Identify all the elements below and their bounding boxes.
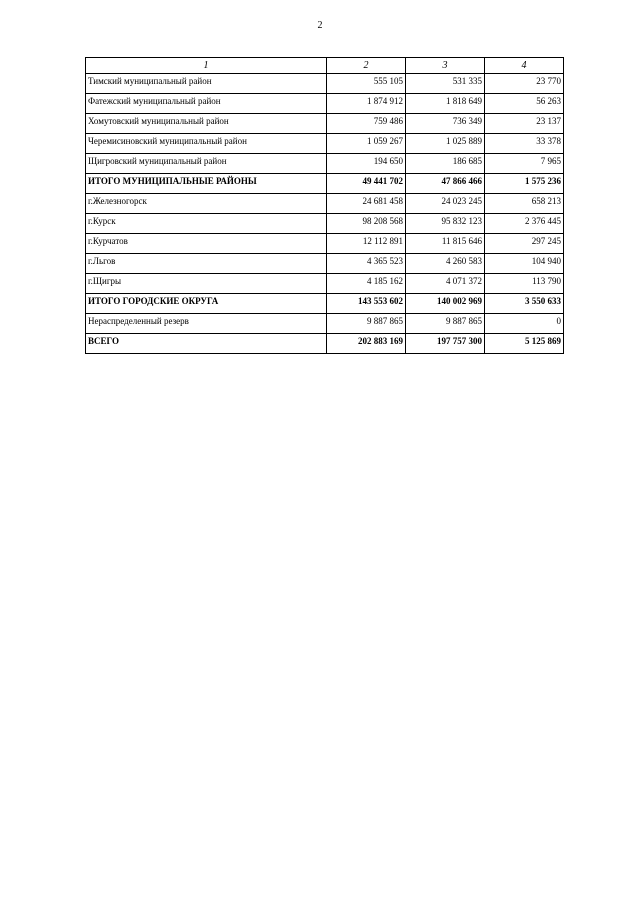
column-4-value-cell: 5 125 869: [485, 334, 564, 354]
column-3-value-cell: 24 023 245: [406, 194, 485, 214]
column-3-value-cell: 186 685: [406, 154, 485, 174]
column-3-value-cell: 736 349: [406, 114, 485, 134]
column-header-1: 1: [86, 58, 327, 74]
column-4-value-cell: 0: [485, 314, 564, 334]
region-name-cell: ИТОГО МУНИЦИПАЛЬНЫЕ РАЙОНЫ: [86, 174, 327, 194]
column-2-value-cell: 202 883 169: [327, 334, 406, 354]
column-4-value-cell: 7 965: [485, 154, 564, 174]
column-4-value-cell: 113 790: [485, 274, 564, 294]
table-row: [86, 254, 564, 274]
column-3-value-cell: 140 002 969: [406, 294, 485, 314]
budget-table: [85, 57, 564, 354]
total-row: [86, 174, 564, 194]
region-name-cell: г.Щигры: [86, 274, 327, 294]
table-row: [86, 114, 564, 134]
column-header-3: 3: [406, 58, 485, 74]
table-row: [86, 154, 564, 174]
region-name-cell: Хомутовский муниципальный район: [86, 114, 327, 134]
column-4-value-cell: 1 575 236: [485, 174, 564, 194]
column-3-value-cell: 1 818 649: [406, 94, 485, 114]
column-4-value-cell: 2 376 445: [485, 214, 564, 234]
column-2-value-cell: 9 887 865: [327, 314, 406, 334]
column-4-value-cell: 23 137: [485, 114, 564, 134]
column-4-value-cell: 23 770: [485, 74, 564, 94]
column-4-value-cell: 33 378: [485, 134, 564, 154]
column-4-value-cell: 56 263: [485, 94, 564, 114]
column-2-value-cell: 759 486: [327, 114, 406, 134]
column-2-value-cell: 194 650: [327, 154, 406, 174]
table-row: [86, 274, 564, 294]
column-3-value-cell: 4 071 372: [406, 274, 485, 294]
column-2-value-cell: 98 208 568: [327, 214, 406, 234]
total-row: [86, 294, 564, 314]
table-row: [86, 94, 564, 114]
column-header-2: 2: [327, 58, 406, 74]
column-2-value-cell: 4 185 162: [327, 274, 406, 294]
table-row: [86, 74, 564, 94]
column-4-value-cell: 3 550 633: [485, 294, 564, 314]
table-row: [86, 314, 564, 334]
region-name-cell: Щигровский муниципальный район: [86, 154, 327, 174]
column-4-value-cell: 297 245: [485, 234, 564, 254]
region-name-cell: г.Курчатов: [86, 234, 327, 254]
column-2-value-cell: 24 681 458: [327, 194, 406, 214]
column-3-value-cell: 95 832 123: [406, 214, 485, 234]
column-2-value-cell: 555 105: [327, 74, 406, 94]
table-row: [86, 194, 564, 214]
column-2-value-cell: 49 441 702: [327, 174, 406, 194]
column-2-value-cell: 12 112 891: [327, 234, 406, 254]
table-header-row: [86, 58, 564, 74]
table-row: [86, 214, 564, 234]
table-row: [86, 134, 564, 154]
column-3-value-cell: 9 887 865: [406, 314, 485, 334]
column-3-value-cell: 4 260 583: [406, 254, 485, 274]
region-name-cell: ВСЕГО: [86, 334, 327, 354]
region-name-cell: Тимский муниципальный район: [86, 74, 327, 94]
column-3-value-cell: 1 025 889: [406, 134, 485, 154]
page-number: 2: [317, 20, 323, 31]
region-name-cell: Нераспределенный резерв: [86, 314, 327, 334]
column-3-value-cell: 197 757 300: [406, 334, 485, 354]
column-4-value-cell: 658 213: [485, 194, 564, 214]
column-2-value-cell: 4 365 523: [327, 254, 406, 274]
region-name-cell: Фатежский муниципальный район: [86, 94, 327, 114]
table-row: [86, 234, 564, 254]
region-name-cell: ИТОГО ГОРОДСКИЕ ОКРУГА: [86, 294, 327, 314]
region-name-cell: г.Курск: [86, 214, 327, 234]
column-header-4: 4: [485, 58, 564, 74]
total-row: [86, 334, 564, 354]
column-3-value-cell: 11 815 646: [406, 234, 485, 254]
table-body: [86, 74, 564, 354]
column-2-value-cell: 1 874 912: [327, 94, 406, 114]
column-4-value-cell: 104 940: [485, 254, 564, 274]
column-2-value-cell: 143 553 602: [327, 294, 406, 314]
region-name-cell: Черемисиновский муниципальный район: [86, 134, 327, 154]
column-3-value-cell: 531 335: [406, 74, 485, 94]
column-2-value-cell: 1 059 267: [327, 134, 406, 154]
column-3-value-cell: 47 866 466: [406, 174, 485, 194]
region-name-cell: г.Льгов: [86, 254, 327, 274]
region-name-cell: г.Железногорск: [86, 194, 327, 214]
